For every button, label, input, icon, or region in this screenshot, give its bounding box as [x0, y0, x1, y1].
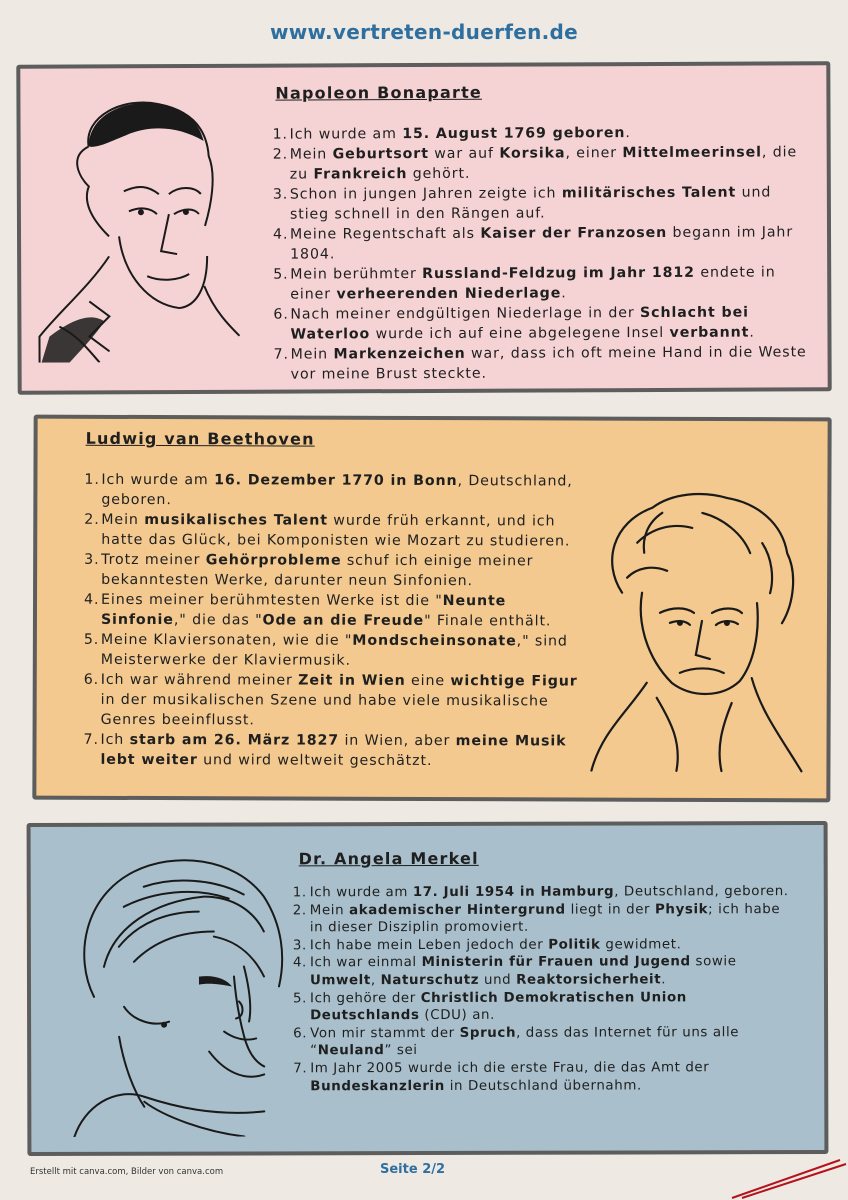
fact-number: 4.: [84, 591, 100, 608]
fact-text: Mein: [101, 511, 145, 528]
footer-credit: Erstellt mit canva.com, Bilder von canva.com: [30, 1167, 224, 1177]
fact-bold-text: Markenzeichen: [333, 345, 466, 363]
fact-bold-text: Ministerin für Frauen und Jugend: [421, 954, 691, 971]
fact-text: wurde ich auf eine abgelegene Insel: [370, 324, 670, 343]
fact-bold-text: 15. August 1769 geboren: [402, 125, 626, 143]
fact-text: Mein berühmter: [290, 266, 423, 283]
fact-text: Mein: [289, 146, 333, 163]
fact-bold-text: wichtige Figur: [450, 673, 578, 690]
fact-bold-text: Naturschutz: [380, 972, 480, 989]
napoleon-portrait: [28, 86, 241, 363]
fact-text: Von mir stammt der: [310, 1025, 460, 1042]
fact-text: Ich: [100, 731, 130, 748]
page-number: Seite 2/2: [380, 1162, 446, 1177]
fact-bold-text: Russland-Feldzug im Jahr 1812: [422, 264, 695, 283]
beethoven-portrait: [581, 483, 812, 774]
fact-item: [293, 1059, 793, 1095]
fact-item: [273, 142, 813, 184]
fact-number: 4.: [272, 226, 289, 243]
fact-text: , Deutschland, geboren.: [614, 884, 789, 900]
fact-text: Mein: [290, 346, 334, 363]
fact-text: Ich habe mein Leben jedoch der: [309, 937, 549, 954]
fact-bold-text: musikalisches Talent: [144, 511, 328, 529]
fact-item: [293, 989, 793, 1025]
fact-text: Nach meiner endgültigen Niederlage in der: [290, 305, 641, 323]
fact-text: begann im Jahr 1804.: [290, 224, 794, 263]
fact-text: , Deutschland, geboren.: [101, 473, 573, 509]
fact-text: in Wien, aber: [339, 732, 456, 750]
decorative-stroke-icon: [730, 1150, 848, 1200]
fact-bold-text: Geburtsort: [332, 145, 429, 163]
fact-text: in der musikalischen Szene und habe viele musikalische Genres beeinflusst.: [100, 691, 549, 729]
fact-text: Im Jahr 2005 wurde ich die erste Frau, die das Amt der: [310, 1060, 710, 1077]
fact-bold-text: Spruch: [459, 1025, 517, 1041]
fact-text: " Finale enthält.: [424, 612, 552, 630]
fact-text: Meine Regentschaft als: [289, 225, 481, 243]
fact-bold-text: Mittelmeerinsel: [622, 144, 762, 162]
fact-text: Ich war während meiner: [100, 671, 299, 689]
fact-text: , die zu: [289, 144, 798, 183]
fact-text: gehört.: [407, 165, 471, 183]
section-title: Ludwig van Beethoven: [85, 428, 315, 449]
fact-bold-text: Mondscheinsonate: [352, 632, 517, 650]
fact-number: 3.: [292, 938, 307, 954]
fact-number: 2.: [84, 511, 100, 528]
fact-bold-text: Schlacht bei Waterloo: [290, 304, 749, 343]
fact-bold-text: Frankreich: [313, 166, 408, 183]
fact-text: gewidmet.: [600, 937, 682, 953]
fact-item: [273, 222, 813, 264]
fact-item: [83, 730, 583, 772]
fact-text: eine: [405, 672, 451, 690]
fact-item: [84, 590, 584, 632]
fact-text: liegt in der: [565, 901, 656, 918]
fact-text: .: [561, 285, 567, 302]
fact-item: [273, 182, 813, 224]
fact-item: [293, 936, 793, 955]
fact-number: 2.: [292, 902, 307, 918]
fact-number: 5.: [273, 266, 289, 283]
fact-bold-text: Physik: [654, 901, 709, 917]
fact-text: Ich wurde am: [309, 885, 413, 901]
fact-number: 5.: [293, 990, 308, 1006]
napoleon-card: [16, 61, 831, 395]
fact-item: [84, 470, 584, 512]
fact-bold-text: Neunte Sinfonie: [100, 593, 507, 629]
beethoven-facts: [83, 470, 584, 772]
fact-item: [84, 550, 584, 592]
fact-text: ," die das ": [173, 612, 263, 629]
fact-item: [273, 302, 813, 344]
merkel-portrait: [64, 846, 290, 1137]
fact-item: [274, 342, 814, 384]
fact-bold-text: verbannt: [669, 324, 750, 341]
site-url[interactable]: www.vertreten-duerfen.de: [269, 20, 579, 44]
fact-text: endete in einer: [290, 264, 776, 303]
fact-bold-text: akademischer Hintergrund: [349, 902, 566, 918]
fact-text: Mein: [309, 902, 350, 918]
fact-bold-text: Korsika: [499, 145, 566, 162]
fact-bold-text: 16. Dezember 1770 in Bonn: [214, 472, 458, 490]
section-title: Napoleon Bonaparte: [275, 82, 482, 103]
fact-bold-text: Politik: [548, 937, 601, 953]
fact-text: und stieg schnell in den Rängen auf.: [289, 184, 772, 223]
napoleon-facts: [273, 122, 814, 384]
fact-text: ; ich habe in dieser Disziplin promoviert.: [309, 901, 781, 936]
fact-bold-text: meine Musik lebt weiter: [100, 733, 567, 769]
fact-number: 1.: [292, 885, 307, 901]
fact-number: 3.: [272, 186, 289, 203]
fact-text: .: [625, 125, 631, 142]
fact-number: 1.: [272, 126, 288, 143]
fact-bold-text: 17. Juli 1954 in Hamburg: [412, 884, 615, 901]
beethoven-card: [32, 415, 831, 803]
fact-text: Ich war einmal: [309, 955, 422, 971]
fact-text: Ich wurde am: [101, 471, 215, 489]
merkel-card: [27, 821, 829, 1156]
fact-number: 1.: [84, 471, 100, 488]
fact-text: (CDU) an.: [419, 1007, 495, 1024]
fact-text: ” sei: [384, 1043, 418, 1059]
fact-item: [293, 953, 793, 989]
fact-item: [293, 901, 793, 937]
fact-bold-text: Gehörprobleme: [205, 552, 342, 569]
fact-text: war auf: [428, 145, 500, 162]
fact-bold-text: Zeit in Wien: [298, 672, 406, 689]
fact-text: Ich wurde am: [289, 126, 403, 143]
fact-text: in Deutschland übernahm.: [444, 1077, 642, 1094]
fact-text: war, dass ich oft meine Hand in die Weste vor meine Brust steckte.: [290, 344, 807, 383]
fact-text: Trotz meiner: [101, 551, 206, 569]
fact-bold-text: Bundeskanzlerin: [310, 1078, 445, 1094]
fact-text: ," sind Meisterwerke der Klaviermusik.: [100, 633, 568, 669]
fact-text: Eines meiner berühmtesten Werke ist die ": [101, 591, 443, 610]
fact-bold-text: Christlich Demokratischen Union Deutschlands: [310, 989, 687, 1024]
fact-bold-text: starb am 26. März 1827: [129, 731, 340, 749]
fact-text: sowie: [690, 954, 737, 970]
fact-text: Meine Klaviersonaten, wie die ": [100, 631, 353, 649]
fact-text: Schon in jungen Jahren zeigte ich: [289, 185, 562, 203]
fact-text: Ich gehöre der: [310, 990, 421, 1006]
fact-item: [273, 122, 813, 144]
fact-item: [293, 883, 793, 902]
fact-bold-text: Ode an die Freude: [262, 612, 425, 629]
fact-bold-text: Kaiser der Franzosen: [480, 224, 668, 242]
fact-bold-text: Neuland: [317, 1043, 385, 1059]
fact-item: [84, 630, 584, 672]
fact-number: 2.: [272, 146, 289, 163]
fact-text: , dass das Internet für uns alle “: [310, 1024, 740, 1059]
fact-bold-text: Umwelt: [309, 973, 371, 989]
fact-number: 6.: [83, 671, 100, 688]
fact-number: 7.: [273, 346, 289, 363]
fact-number: 6.: [273, 306, 289, 323]
fact-text: ,: [370, 973, 381, 989]
fact-number: 4.: [292, 955, 307, 971]
fact-number: 5.: [83, 631, 100, 648]
fact-bold-text: militärisches Talent: [561, 184, 737, 202]
fact-number: 7.: [293, 1061, 308, 1077]
fact-number: 6.: [293, 1026, 308, 1042]
fact-item: [273, 262, 813, 304]
fact-item: [293, 1024, 793, 1060]
fact-number: 7.: [83, 731, 99, 748]
section-title: Dr. Angela Merkel: [298, 848, 479, 869]
fact-item: [84, 670, 584, 732]
fact-text: und: [479, 972, 517, 988]
fact-text: wurde früh erkannt, und ich hatte das Glück, bei Komponisten wie Mozart zu studieren.: [101, 512, 571, 550]
fact-text: , einer: [565, 145, 623, 162]
fact-text: .: [661, 972, 667, 988]
merkel-facts: [293, 883, 794, 1095]
fact-number: 3.: [84, 551, 100, 568]
fact-text: schuf ich einige meiner bekanntesten Werke, darunter neun Sinfonien.: [101, 552, 534, 590]
fact-bold-text: verheerenden Niederlage: [336, 285, 562, 303]
fact-item: [84, 510, 584, 552]
fact-text: .: [749, 324, 755, 341]
fact-text: und wird weltweit geschätzt.: [197, 752, 433, 770]
fact-bold-text: Reaktorsicherheit: [516, 972, 662, 988]
